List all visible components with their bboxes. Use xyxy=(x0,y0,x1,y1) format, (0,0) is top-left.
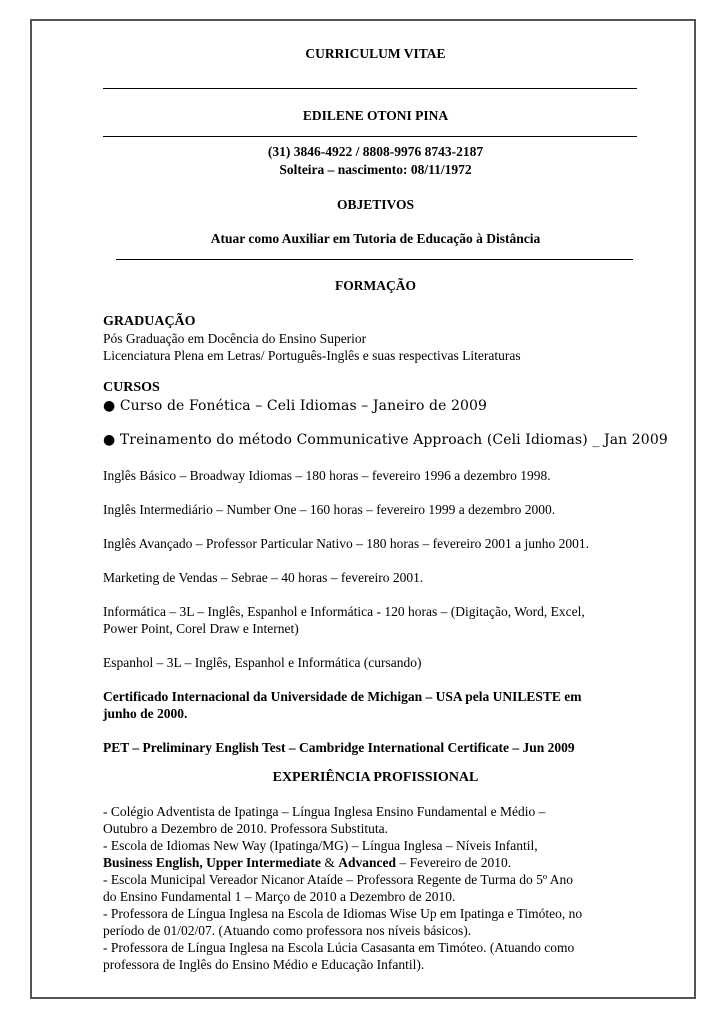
curso-item: ● Curso de Fonética – Celi Idiomas – Janeiro de 2009 xyxy=(103,398,488,414)
experiencia-line: Outubro a Dezembro de 2010. Professora Substituta. xyxy=(103,821,388,836)
curso-item: Marketing de Vendas – Sebrae – 40 horas – fevereiro 2001. xyxy=(103,570,424,585)
experiencia-line: - Professora de Língua Inglesa na Escola de Idiomas Wise Up em Ipatinga e Timóteo, no xyxy=(103,906,583,921)
experiencia-bold: Advanced xyxy=(338,855,397,870)
curso-item: Inglês Avançado – Professor Particular Nativo – 180 horas – fevereiro 2001 a junho 2001. xyxy=(103,536,590,551)
objetivos-heading: OBJETIVOS xyxy=(336,197,414,212)
phone-numbers: (31) 3846-4922 / 8808-9976 8743-2187 xyxy=(267,144,484,159)
document-title: CURRICULUM VITAE xyxy=(305,46,446,61)
experiencia-bold: Business English, Upper Intermediate xyxy=(103,855,322,870)
curso-item: ● Treinamento do método Communicative Approach (Celi Idiomas) _ Jan 2009 xyxy=(103,432,668,448)
experiencia-line: período de 01/02/07. (Atuando como professora nos níveis básicos). xyxy=(103,923,472,938)
curso-item: Inglês Intermediário – Number One – 160 horas – fevereiro 1999 a dezembro 2000. xyxy=(103,502,556,517)
certificado-item: Certificado Internacional da Universidade de Michigan – USA pela UNILESTE em xyxy=(103,689,582,704)
person-name: EDILENE OTONI PINA xyxy=(302,108,449,123)
curso-item: Inglês Básico – Broadway Idiomas – 180 horas – fevereiro 1996 a dezembro 1998. xyxy=(103,468,551,483)
cursos-label: CURSOS xyxy=(103,380,160,395)
civil-status: Solteira – nascimento: 08/11/1972 xyxy=(279,162,472,177)
graduacao-label: GRADUAÇÃO xyxy=(103,314,196,329)
curso-item: Espanhol – 3L – Inglês, Espanhol e Informática (cursando) xyxy=(103,655,422,670)
experiencia-line: - Escola Municipal Vereador Nicanor Ataíde – Professora Regente de Turma do 5º Ano xyxy=(103,872,573,887)
experiencia-line xyxy=(103,855,511,871)
title-rule xyxy=(103,88,637,89)
experiencia-heading: EXPERIÊNCIA PROFISSIONAL xyxy=(272,770,479,785)
objetivo-text: Atuar como Auxiliar em Tutoria de Educação à Distância xyxy=(210,231,541,246)
experiencia-line: - Professora de Língua Inglesa na Escola Lúcia Casasanta em Timóteo. (Atuando como xyxy=(103,940,575,955)
graduacao-item: Licenciatura Plena em Letras/ Português-Inglês e suas respectivas Literaturas xyxy=(103,348,521,363)
graduacao-item: Pós Graduação em Docência do Ensino Superior xyxy=(103,331,367,346)
objetivos-divider xyxy=(116,259,633,260)
certificado-item: junho de 2000. xyxy=(103,706,188,721)
certificado-item: PET – Preliminary English Test – Cambridge International Certificate – Jun 2009 xyxy=(103,740,575,755)
name-rule xyxy=(103,136,637,137)
curso-item: Informática – 3L – Inglês, Espanhol e Informática - 120 horas – (Digitação, Word, Excel, xyxy=(103,604,585,619)
experiencia-line: - Escola de Idiomas New Way (Ipatinga/MG) – Língua Inglesa – Níveis Infantil, xyxy=(103,838,538,853)
experiencia-amp: & xyxy=(321,855,339,870)
formacao-heading: FORMAÇÃO xyxy=(335,278,416,293)
experiencia-line: - Colégio Adventista de Ipatinga – Língua Inglesa Ensino Fundamental e Médio – xyxy=(103,804,546,819)
curso-item: Power Point, Corel Draw e Internet) xyxy=(103,621,299,636)
experiencia-line: do Ensino Fundamental 1 – Março de 2010 a Dezembro de 2010. xyxy=(103,889,456,904)
experiencia-line: professora de Inglês do Ensino Médio e Educação Infantil). xyxy=(103,957,425,972)
experiencia-rest: – Fevereiro de 2010. xyxy=(396,855,512,870)
